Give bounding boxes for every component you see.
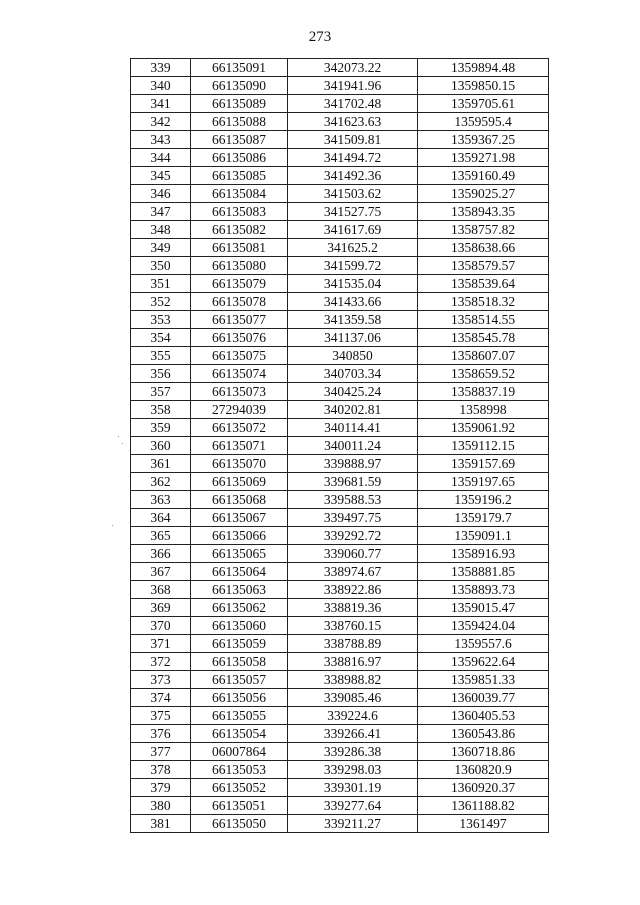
point-id-cell: 66135073	[191, 383, 288, 401]
point-id-cell: 66135063	[191, 581, 288, 599]
table-row	[131, 491, 549, 509]
x-coordinate-cell: 339266.41	[288, 725, 418, 743]
point-id-cell: 66135052	[191, 779, 288, 797]
point-id-cell: 66135085	[191, 167, 288, 185]
table-row	[131, 815, 549, 833]
point-id-cell: 66135080	[191, 257, 288, 275]
point-id-cell: 66135088	[191, 113, 288, 131]
row-number-cell: 353	[131, 311, 191, 329]
table-row	[131, 149, 549, 167]
point-id-cell: 66135071	[191, 437, 288, 455]
x-coordinate-cell: 341702.48	[288, 95, 418, 113]
point-id-cell: 66135057	[191, 671, 288, 689]
table-row	[131, 275, 549, 293]
y-coordinate-cell: 1359424.04	[418, 617, 549, 635]
row-number-cell: 372	[131, 653, 191, 671]
point-id-cell: 66135058	[191, 653, 288, 671]
y-coordinate-cell: 1360405.53	[418, 707, 549, 725]
table-row	[131, 797, 549, 815]
table-row	[131, 437, 549, 455]
row-number-cell: 365	[131, 527, 191, 545]
x-coordinate-cell: 339277.64	[288, 797, 418, 815]
x-coordinate-cell: 341617.69	[288, 221, 418, 239]
point-id-cell: 66135074	[191, 365, 288, 383]
row-number-cell: 373	[131, 671, 191, 689]
y-coordinate-cell: 1360920.37	[418, 779, 549, 797]
x-coordinate-cell: 341599.72	[288, 257, 418, 275]
row-number-cell: 367	[131, 563, 191, 581]
y-coordinate-cell: 1359025.27	[418, 185, 549, 203]
y-coordinate-cell: 1358518.32	[418, 293, 549, 311]
row-number-cell: 376	[131, 725, 191, 743]
x-coordinate-cell: 339888.97	[288, 455, 418, 473]
x-coordinate-cell: 341535.04	[288, 275, 418, 293]
x-coordinate-cell: 340114.41	[288, 419, 418, 437]
x-coordinate-cell: 341137.06	[288, 329, 418, 347]
x-coordinate-cell: 339301.19	[288, 779, 418, 797]
row-number-cell: 370	[131, 617, 191, 635]
row-number-cell: 347	[131, 203, 191, 221]
point-id-cell: 66135082	[191, 221, 288, 239]
row-number-cell: 354	[131, 329, 191, 347]
x-coordinate-cell: 341625.2	[288, 239, 418, 257]
row-number-cell: 343	[131, 131, 191, 149]
table-row	[131, 311, 549, 329]
point-id-cell: 66135087	[191, 131, 288, 149]
point-id-cell: 66135062	[191, 599, 288, 617]
row-number-cell: 352	[131, 293, 191, 311]
x-coordinate-cell: 339681.59	[288, 473, 418, 491]
y-coordinate-cell: 1359197.65	[418, 473, 549, 491]
table-row	[131, 599, 549, 617]
table-row	[131, 329, 549, 347]
row-number-cell: 381	[131, 815, 191, 833]
y-coordinate-cell: 1358539.64	[418, 275, 549, 293]
x-coordinate-cell: 339211.27	[288, 815, 418, 833]
x-coordinate-cell: 338922.86	[288, 581, 418, 599]
x-coordinate-cell: 341494.72	[288, 149, 418, 167]
row-number-cell: 378	[131, 761, 191, 779]
table-row	[131, 509, 549, 527]
point-id-cell: 66135084	[191, 185, 288, 203]
point-id-cell: 66135083	[191, 203, 288, 221]
y-coordinate-cell: 1358638.66	[418, 239, 549, 257]
y-coordinate-cell: 1358893.73	[418, 581, 549, 599]
table-row	[131, 743, 549, 761]
point-id-cell: 66135060	[191, 617, 288, 635]
x-coordinate-cell: 341503.62	[288, 185, 418, 203]
x-coordinate-cell: 340011.24	[288, 437, 418, 455]
table-row	[131, 59, 549, 77]
point-id-cell: 66135090	[191, 77, 288, 95]
y-coordinate-cell: 1359367.25	[418, 131, 549, 149]
coordinates-table	[130, 58, 549, 833]
table-row	[131, 473, 549, 491]
x-coordinate-cell: 340850	[288, 347, 418, 365]
point-id-cell: 66135072	[191, 419, 288, 437]
row-number-cell: 375	[131, 707, 191, 725]
row-number-cell: 360	[131, 437, 191, 455]
x-coordinate-cell: 339298.03	[288, 761, 418, 779]
x-coordinate-cell: 340703.34	[288, 365, 418, 383]
point-id-cell: 66135077	[191, 311, 288, 329]
x-coordinate-cell: 342073.22	[288, 59, 418, 77]
y-coordinate-cell: 1359015.47	[418, 599, 549, 617]
row-number-cell: 364	[131, 509, 191, 527]
point-id-cell: 66135053	[191, 761, 288, 779]
row-number-cell: 371	[131, 635, 191, 653]
y-coordinate-cell: 1359196.2	[418, 491, 549, 509]
point-id-cell: 27294039	[191, 401, 288, 419]
table-row	[131, 779, 549, 797]
point-id-cell: 66135078	[191, 293, 288, 311]
y-coordinate-cell: 1358514.55	[418, 311, 549, 329]
point-id-cell: 66135091	[191, 59, 288, 77]
row-number-cell: 366	[131, 545, 191, 563]
table-row	[131, 761, 549, 779]
x-coordinate-cell: 340425.24	[288, 383, 418, 401]
table-row	[131, 347, 549, 365]
x-coordinate-cell: 339497.75	[288, 509, 418, 527]
table-row	[131, 545, 549, 563]
x-coordinate-cell: 339588.53	[288, 491, 418, 509]
page-number: 273	[308, 29, 332, 45]
row-number-cell: 377	[131, 743, 191, 761]
table-row	[131, 167, 549, 185]
scan-speck	[112, 525, 113, 526]
point-id-cell: 66135059	[191, 635, 288, 653]
y-coordinate-cell: 1360039.77	[418, 689, 549, 707]
row-number-cell: 339	[131, 59, 191, 77]
row-number-cell: 379	[131, 779, 191, 797]
table-row	[131, 419, 549, 437]
table-row	[131, 77, 549, 95]
point-id-cell: 66135081	[191, 239, 288, 257]
row-number-cell: 380	[131, 797, 191, 815]
y-coordinate-cell: 1358916.93	[418, 545, 549, 563]
point-id-cell: 66135051	[191, 797, 288, 815]
point-id-cell: 66135079	[191, 275, 288, 293]
x-coordinate-cell: 341509.81	[288, 131, 418, 149]
point-id-cell: 66135075	[191, 347, 288, 365]
point-id-cell: 66135056	[191, 689, 288, 707]
y-coordinate-cell: 1360718.86	[418, 743, 549, 761]
y-coordinate-cell: 1359850.15	[418, 77, 549, 95]
y-coordinate-cell: 1359705.61	[418, 95, 549, 113]
x-coordinate-cell: 341359.58	[288, 311, 418, 329]
table-body	[131, 59, 549, 833]
table-row	[131, 95, 549, 113]
x-coordinate-cell: 341941.96	[288, 77, 418, 95]
y-coordinate-cell: 1361497	[418, 815, 549, 833]
point-id-cell: 66135076	[191, 329, 288, 347]
y-coordinate-cell: 1360543.86	[418, 725, 549, 743]
table-row	[131, 635, 549, 653]
y-coordinate-cell: 1359271.98	[418, 149, 549, 167]
table-row	[131, 689, 549, 707]
point-id-cell: 66135050	[191, 815, 288, 833]
row-number-cell: 350	[131, 257, 191, 275]
table-row	[131, 563, 549, 581]
y-coordinate-cell: 1360820.9	[418, 761, 549, 779]
point-id-cell: 66135086	[191, 149, 288, 167]
x-coordinate-cell: 338816.97	[288, 653, 418, 671]
scan-speck	[122, 443, 123, 444]
point-id-cell: 66135054	[191, 725, 288, 743]
table-row	[131, 707, 549, 725]
y-coordinate-cell: 1359091.1	[418, 527, 549, 545]
x-coordinate-cell: 338788.89	[288, 635, 418, 653]
table-row	[131, 725, 549, 743]
y-coordinate-cell: 1358881.85	[418, 563, 549, 581]
point-id-cell: 66135065	[191, 545, 288, 563]
y-coordinate-cell: 1359160.49	[418, 167, 549, 185]
y-coordinate-cell: 1358998	[418, 401, 549, 419]
x-coordinate-cell: 339060.77	[288, 545, 418, 563]
table-row	[131, 257, 549, 275]
table-row	[131, 581, 549, 599]
point-id-cell: 66135070	[191, 455, 288, 473]
row-number-cell: 355	[131, 347, 191, 365]
row-number-cell: 344	[131, 149, 191, 167]
row-number-cell: 357	[131, 383, 191, 401]
point-id-cell: 66135064	[191, 563, 288, 581]
y-coordinate-cell: 1358943.35	[418, 203, 549, 221]
y-coordinate-cell: 1361188.82	[418, 797, 549, 815]
x-coordinate-cell: 339292.72	[288, 527, 418, 545]
y-coordinate-cell: 1359595.4	[418, 113, 549, 131]
y-coordinate-cell: 1359622.64	[418, 653, 549, 671]
table-row	[131, 185, 549, 203]
x-coordinate-cell: 338819.36	[288, 599, 418, 617]
point-id-cell: 06007864	[191, 743, 288, 761]
y-coordinate-cell: 1359157.69	[418, 455, 549, 473]
row-number-cell: 346	[131, 185, 191, 203]
row-number-cell: 349	[131, 239, 191, 257]
point-id-cell: 66135066	[191, 527, 288, 545]
y-coordinate-cell: 1359557.6	[418, 635, 549, 653]
table-row	[131, 203, 549, 221]
table-row	[131, 131, 549, 149]
x-coordinate-cell: 340202.81	[288, 401, 418, 419]
table-row	[131, 221, 549, 239]
y-coordinate-cell: 1358659.52	[418, 365, 549, 383]
row-number-cell: 361	[131, 455, 191, 473]
x-coordinate-cell: 341492.36	[288, 167, 418, 185]
y-coordinate-cell: 1359112.15	[418, 437, 549, 455]
row-number-cell: 341	[131, 95, 191, 113]
x-coordinate-cell: 339286.38	[288, 743, 418, 761]
row-number-cell: 369	[131, 599, 191, 617]
table-row	[131, 401, 549, 419]
row-number-cell: 348	[131, 221, 191, 239]
table-row	[131, 113, 549, 131]
y-coordinate-cell: 1358837.19	[418, 383, 549, 401]
point-id-cell: 66135068	[191, 491, 288, 509]
row-number-cell: 351	[131, 275, 191, 293]
point-id-cell: 66135069	[191, 473, 288, 491]
row-number-cell: 362	[131, 473, 191, 491]
y-coordinate-cell: 1359179.7	[418, 509, 549, 527]
row-number-cell: 368	[131, 581, 191, 599]
table-row	[131, 455, 549, 473]
y-coordinate-cell: 1359061.92	[418, 419, 549, 437]
point-id-cell: 66135067	[191, 509, 288, 527]
y-coordinate-cell: 1358579.57	[418, 257, 549, 275]
row-number-cell: 342	[131, 113, 191, 131]
row-number-cell: 345	[131, 167, 191, 185]
table-row	[131, 365, 549, 383]
table-row	[131, 383, 549, 401]
table-row	[131, 617, 549, 635]
point-id-cell: 66135055	[191, 707, 288, 725]
x-coordinate-cell: 341623.63	[288, 113, 418, 131]
y-coordinate-cell: 1358757.82	[418, 221, 549, 239]
table-row	[131, 671, 549, 689]
x-coordinate-cell: 338974.67	[288, 563, 418, 581]
row-number-cell: 374	[131, 689, 191, 707]
point-id-cell: 66135089	[191, 95, 288, 113]
table-row	[131, 527, 549, 545]
x-coordinate-cell: 341527.75	[288, 203, 418, 221]
x-coordinate-cell: 341433.66	[288, 293, 418, 311]
row-number-cell: 359	[131, 419, 191, 437]
row-number-cell: 340	[131, 77, 191, 95]
row-number-cell: 363	[131, 491, 191, 509]
y-coordinate-cell: 1359894.48	[418, 59, 549, 77]
table-row	[131, 653, 549, 671]
x-coordinate-cell: 339224.6	[288, 707, 418, 725]
table-row	[131, 293, 549, 311]
row-number-cell: 356	[131, 365, 191, 383]
row-number-cell: 358	[131, 401, 191, 419]
y-coordinate-cell: 1358545.78	[418, 329, 549, 347]
x-coordinate-cell: 338760.15	[288, 617, 418, 635]
x-coordinate-cell: 338988.82	[288, 671, 418, 689]
x-coordinate-cell: 339085.46	[288, 689, 418, 707]
y-coordinate-cell: 1359851.33	[418, 671, 549, 689]
y-coordinate-cell: 1358607.07	[418, 347, 549, 365]
scan-speck	[118, 436, 119, 437]
table-row	[131, 239, 549, 257]
